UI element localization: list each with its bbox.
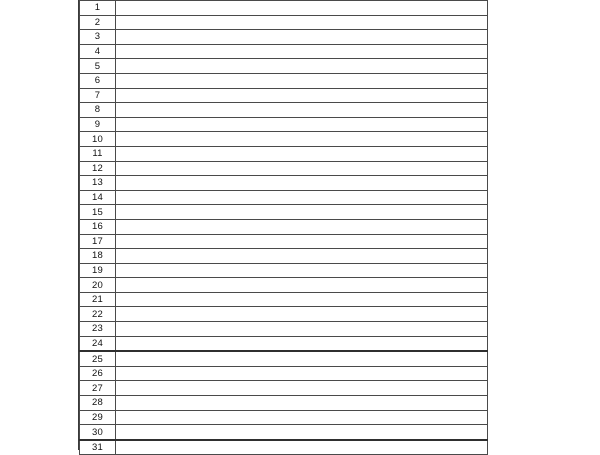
row-number-cell: 31 [80, 440, 116, 455]
row-content-cell[interactable] [116, 307, 488, 322]
table-row[interactable] [80, 161, 488, 176]
row-number-cell: 24 [80, 336, 116, 351]
row-number-cell: 10 [80, 132, 116, 147]
row-content-cell[interactable] [116, 161, 488, 176]
row-number-cell: 6 [80, 73, 116, 88]
row-number-cell: 16 [80, 219, 116, 234]
row-number-cell: 13 [80, 176, 116, 191]
table-row[interactable] [80, 249, 488, 264]
row-content-cell[interactable] [116, 322, 488, 337]
row-content-cell[interactable] [116, 249, 488, 264]
table-row[interactable] [80, 132, 488, 147]
table-row[interactable] [80, 263, 488, 278]
row-content-cell[interactable] [116, 1, 488, 16]
row-content-cell[interactable] [116, 88, 488, 103]
row-number-cell: 2 [80, 15, 116, 30]
table-row[interactable] [80, 278, 488, 293]
table-row[interactable] [80, 396, 488, 411]
row-number-cell: 1 [80, 1, 116, 16]
table-row[interactable] [80, 234, 488, 249]
row-number-cell: 19 [80, 263, 116, 278]
row-content-cell[interactable] [116, 205, 488, 220]
table-row[interactable] [80, 59, 488, 74]
row-number-cell: 18 [80, 249, 116, 264]
table-body [80, 1, 488, 455]
row-content-cell[interactable] [116, 117, 488, 132]
row-content-cell[interactable] [116, 44, 488, 59]
row-number-cell: 21 [80, 292, 116, 307]
row-content-cell[interactable] [116, 103, 488, 118]
table-row[interactable] [80, 219, 488, 234]
row-content-cell[interactable] [116, 351, 488, 366]
row-number-cell: 4 [80, 44, 116, 59]
table-row[interactable] [80, 103, 488, 118]
row-content-cell[interactable] [116, 366, 488, 381]
row-number-cell: 23 [80, 322, 116, 337]
row-content-cell[interactable] [116, 176, 488, 191]
table-row[interactable] [80, 292, 488, 307]
table-row[interactable] [80, 30, 488, 45]
row-number-cell: 29 [80, 410, 116, 425]
row-number-cell: 15 [80, 205, 116, 220]
row-number-cell: 7 [80, 88, 116, 103]
table-row[interactable] [80, 351, 488, 366]
numbered-rows-table [79, 0, 488, 455]
row-number-cell: 5 [80, 59, 116, 74]
row-content-cell[interactable] [116, 425, 488, 440]
table-row[interactable] [80, 425, 488, 440]
table-row[interactable] [80, 146, 488, 161]
row-number-cell: 8 [80, 103, 116, 118]
row-number-cell: 25 [80, 351, 116, 366]
numbered-rows-table-wrapper [79, 0, 487, 455]
row-content-cell[interactable] [116, 59, 488, 74]
row-number-cell: 11 [80, 146, 116, 161]
row-content-cell[interactable] [116, 146, 488, 161]
row-content-cell[interactable] [116, 15, 488, 30]
table-row[interactable] [80, 117, 488, 132]
table-row[interactable] [80, 44, 488, 59]
row-content-cell[interactable] [116, 132, 488, 147]
table-row[interactable] [80, 15, 488, 30]
row-content-cell[interactable] [116, 263, 488, 278]
row-number-cell: 20 [80, 278, 116, 293]
row-content-cell[interactable] [116, 278, 488, 293]
table-row[interactable] [80, 381, 488, 396]
row-content-cell[interactable] [116, 396, 488, 411]
row-number-cell: 22 [80, 307, 116, 322]
table-row[interactable] [80, 1, 488, 16]
table-row[interactable] [80, 176, 488, 191]
row-number-cell: 9 [80, 117, 116, 132]
table-row[interactable] [80, 410, 488, 425]
table-row[interactable] [80, 322, 488, 337]
table-row[interactable] [80, 88, 488, 103]
row-number-cell: 30 [80, 425, 116, 440]
table-row[interactable] [80, 190, 488, 205]
row-number-cell: 28 [80, 396, 116, 411]
row-content-cell[interactable] [116, 30, 488, 45]
row-content-cell[interactable] [116, 190, 488, 205]
row-content-cell[interactable] [116, 381, 488, 396]
row-content-cell[interactable] [116, 73, 488, 88]
row-number-cell: 12 [80, 161, 116, 176]
table-row[interactable] [80, 366, 488, 381]
table-row[interactable] [80, 307, 488, 322]
table-row[interactable] [80, 73, 488, 88]
row-number-cell: 14 [80, 190, 116, 205]
row-number-cell: 27 [80, 381, 116, 396]
row-content-cell[interactable] [116, 410, 488, 425]
table-row[interactable] [80, 440, 488, 455]
row-content-cell[interactable] [116, 292, 488, 307]
table-row[interactable] [80, 336, 488, 351]
row-content-cell[interactable] [116, 234, 488, 249]
table-row[interactable] [80, 205, 488, 220]
row-number-cell: 17 [80, 234, 116, 249]
row-content-cell[interactable] [116, 336, 488, 351]
row-number-cell: 26 [80, 366, 116, 381]
row-number-cell: 3 [80, 30, 116, 45]
row-content-cell[interactable] [116, 219, 488, 234]
row-content-cell[interactable] [116, 440, 488, 455]
